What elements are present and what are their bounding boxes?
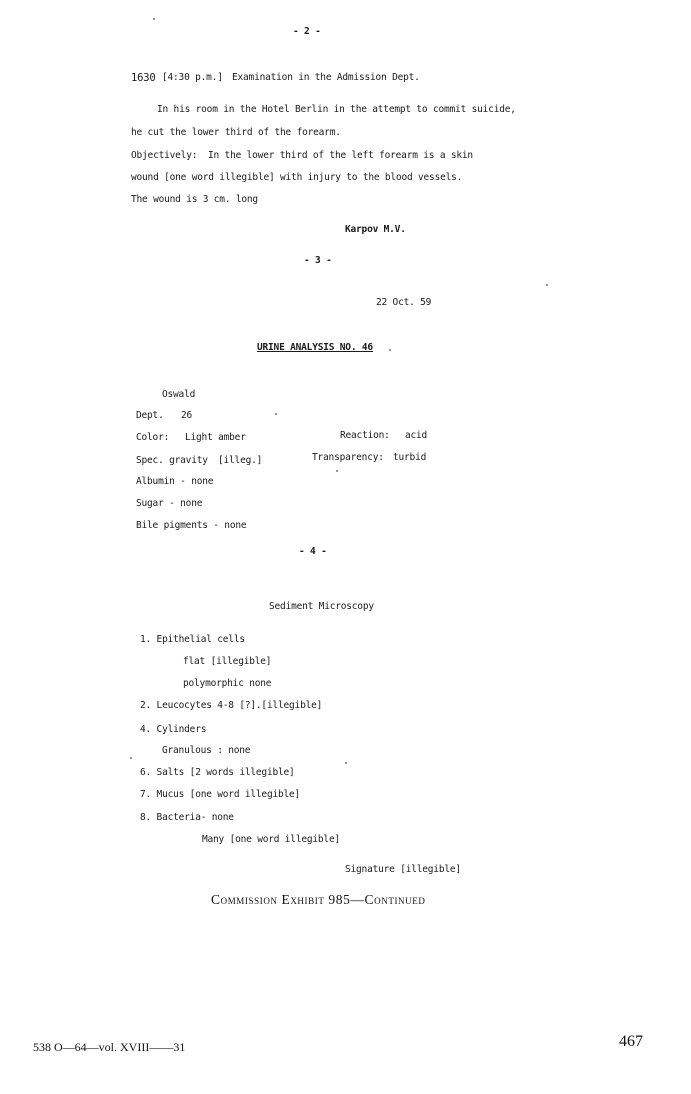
page-marker-4: - 4 - — [299, 546, 327, 557]
exhibit-caption: Commission Exhibit 985—Continued — [211, 892, 426, 907]
bile-row: Bile pigments - none — [136, 520, 247, 531]
patient-name: Oswald — [162, 389, 196, 400]
scan-speck — [336, 470, 338, 472]
sediment-title: Sediment Microscopy — [269, 601, 374, 612]
albumin-row: Albumin - none — [136, 476, 214, 487]
reaction-value: acid — [405, 430, 428, 441]
sediment-item-4-granulous: Granulous : none — [162, 745, 251, 756]
page-number: 467 — [619, 1033, 643, 1050]
scan-speck — [275, 413, 277, 415]
analysis-title: URINE ANALYSIS NO. 46 — [257, 342, 373, 353]
gravity-label: Spec. gravity — [136, 455, 208, 466]
dept-value: 26 — [181, 410, 193, 421]
transparency-label: Transparency: — [312, 452, 384, 463]
entry-time: 1630 — [131, 72, 156, 84]
scan-speck — [345, 762, 347, 764]
signature-line: Signature [illegible] — [345, 864, 461, 875]
scan-speck — [546, 284, 548, 286]
sediment-item-8-many: Many [one word illegible] — [202, 834, 340, 845]
sediment-item-1-flat: flat [illegible] — [183, 656, 272, 667]
sediment-item-4: 4. Cylinders — [140, 724, 207, 735]
analysis-date: 22 Oct. 59 — [376, 297, 432, 308]
scan-speck — [153, 18, 155, 20]
entry-heading: Examination in the Admission Dept. — [232, 72, 420, 83]
wound-length: The wound is 3 cm. long — [131, 194, 258, 205]
narrative-line-1: In his room in the Hotel Berlin in the attempt to commit suicide, — [157, 104, 516, 115]
color-value: Light amber — [185, 432, 246, 443]
sediment-item-2: 2. Leucocytes 4-8 [?].[illegible] — [140, 700, 323, 711]
sediment-item-8: 8. Bacteria- none — [140, 812, 234, 823]
wound-line: wound [one word illegible] with injury to the blood vessels. — [131, 172, 463, 183]
footer-code: 538 O—64—vol. XVIII——31 — [33, 1040, 186, 1054]
page-marker-3: - 3 - — [304, 255, 332, 266]
scan-speck — [130, 757, 132, 759]
sediment-item-7: 7. Mucus [one word illegible] — [140, 789, 301, 800]
entry-time-bracket: [4:30 p.m.] — [162, 72, 223, 83]
dept-label: Dept. — [136, 410, 164, 421]
objectively-text: In the lower third of the left forearm is a skin — [208, 150, 473, 161]
narrative-line-2: he cut the lower third of the forearm. — [131, 127, 341, 138]
sugar-row: Sugar - none — [136, 498, 203, 509]
scan-speck — [389, 349, 391, 351]
gravity-value: [illeg.] — [218, 455, 263, 466]
color-label: Color: — [136, 432, 170, 443]
reaction-label: Reaction: — [340, 430, 390, 441]
objectively-label: Objectively: — [131, 150, 198, 161]
sediment-item-1: 1. Epithelial cells — [140, 634, 245, 645]
page-marker-2: - 2 - — [293, 26, 321, 37]
signer-name: Karpov M.V. — [345, 224, 406, 235]
transparency-value: turbid — [393, 452, 427, 463]
sediment-item-6: 6. Salts [2 words illegible] — [140, 767, 295, 778]
sediment-item-1-polymorphic: polymorphic none — [183, 678, 272, 689]
